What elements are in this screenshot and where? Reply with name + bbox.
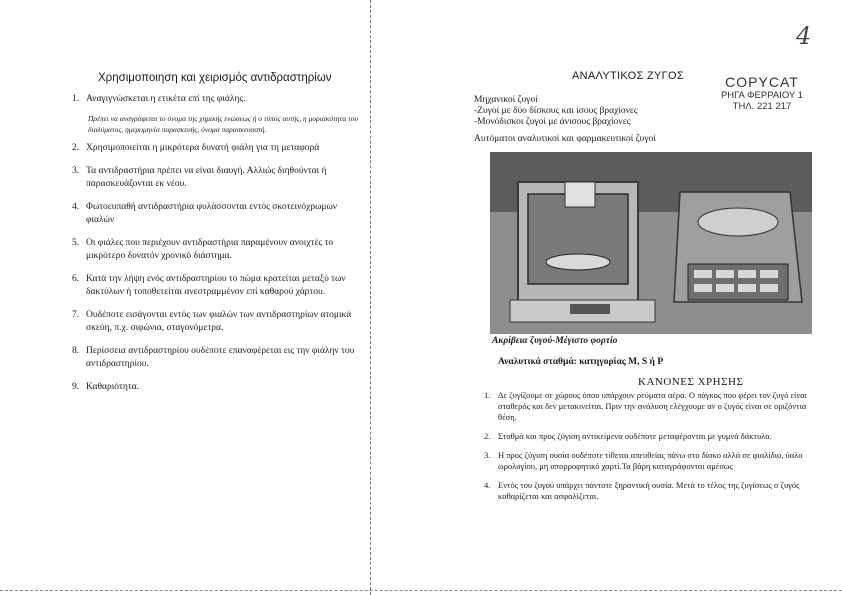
list-item	[72, 237, 364, 263]
item-text: Δε ζυγίζουμε σε χώρους όπου υπάρχουν ρεύματα αέρα. Ο πάγκος που φέρει τον ζυγό είναι σταθερός και δεν μετακινείται. Πριν την ανάλυση ελέγχουμε αν ο ζυγός είναι σε οριζόντια θέση.	[498, 390, 807, 422]
label-note: Πρέπει να αναγράφεται το όνομα της χημικής ενώσεως ή ο τύπος αυτής, η μοριακότητα του διαλύματος, ημερομηνία παρασκευής, όνομα παρασκευαστή.	[88, 114, 358, 134]
item-number: 4.	[72, 202, 80, 212]
item-text: Κατά την λήψη ενός αντιδραστηρίου το πώμα κρατείται μεταξύ των δακτύλων ή τοποθετείται ανεστραμμένον επί καθαρού χάρτου.	[86, 274, 346, 297]
item-text: Οι φιάλες που περιέχουν αντιδραστήρια παραμένουν ανοιχτές το μικρότερο δυνατόν χρονικό διάστημα.	[86, 238, 334, 261]
balance-photo	[490, 152, 812, 334]
list-item	[72, 201, 364, 227]
item-text: Χρησιμοποιείται η μικρότερα δυνατή φιάλη για τη μεταφορά	[86, 143, 320, 153]
list-item	[484, 480, 814, 502]
automatic-balances: Αυτόματοι αναλυτικοί και φαρμακευτικοί ζυγοί	[474, 134, 656, 144]
page-number: 4	[796, 22, 812, 50]
copyshop-stamp	[707, 74, 817, 112]
usage-rules-list	[484, 390, 814, 510]
photo-caption: Ακρίβεια ζυγού-Μέγιστο φορτίο	[492, 336, 618, 346]
item-number: 4.	[484, 480, 491, 490]
item-text: Η προς ζύγιση ουσία ουδέποτε τίθεται απευθείας πάνω στο δίσκο αλλά σε φιαλίδιο, ύαλο ωρολογίου, μη απορροφητικό χαρτί.Τα βάρη καταγράφονται αμέσως	[498, 450, 803, 471]
mech-item: -Ζυγοί με δύο δίσκους και ίσους βραχίονες	[474, 106, 638, 116]
list-item	[72, 142, 364, 155]
item-number: 3.	[72, 166, 80, 176]
list-item	[72, 93, 364, 106]
list-item	[484, 450, 814, 472]
item-number: 2.	[72, 143, 80, 153]
stamp-line: ΡΗΓΑ ΦΕΡΡΑΙΟΥ 1	[720, 90, 804, 101]
stamp-line: COPYCAT	[725, 74, 799, 90]
left-page-title: Χρησιμοποιηση και χειρισμός αντιδραστηρίων	[98, 72, 332, 84]
stamp-line: ΤΗΛ. 221 217	[732, 101, 792, 112]
list-item	[72, 309, 364, 335]
item-text: Φωτοευπαθή αντιδραστήρια φυλάσσονται εντός σκοτεινόχρωμων φιαλών	[86, 202, 338, 225]
list-item	[72, 381, 364, 394]
balance-photo-illustration	[490, 152, 812, 334]
mech-item: -Μονόδισκοι ζυγοί με άνισους βραχίονες	[474, 117, 631, 127]
item-number: 9.	[72, 382, 80, 392]
list-item	[484, 390, 814, 423]
mechanical-balances-block	[474, 95, 638, 128]
reagent-rules-list	[72, 93, 364, 404]
rules-title: ΚΑΝΟΝΕΣ ΧΡΗΣΗΣ	[638, 376, 744, 388]
item-number: 1.	[484, 390, 491, 400]
item-text: Καθαριότητα.	[86, 382, 140, 392]
item-number: 7.	[72, 310, 80, 320]
list-item	[72, 345, 364, 371]
item-text: Σταθμά και προς ζύγιση αντικείμενα ουδέποτε μεταφέρονται με γυμνά δάκτυλα.	[498, 431, 772, 441]
bottom-scan-edge	[0, 590, 842, 591]
list-item	[484, 431, 814, 442]
item-number: 2.	[484, 431, 491, 441]
right-page-title: ΑΝΑΛΥΤΙΚΟΣ ΖΥΓΟΣ	[572, 70, 684, 82]
item-text: Εντός του ζυγού υπάρχει πάντοτε ξηραντική ουσία. Μετά το τέλος της ζυγίσεως ο ζυγός καθαρίζεται και ασφαλίζεται.	[498, 480, 800, 501]
item-number: 5.	[72, 238, 80, 248]
weights-stations: Αναλυτικά σταθμά: κατηγορίας Μ, S ή P	[498, 357, 664, 367]
item-number: 6.	[72, 274, 80, 284]
item-text: Αναγιγνώσκεται η ετικέτα επί της φιάλης.	[86, 94, 246, 104]
list-item	[72, 165, 364, 191]
item-text: Ουδέποτε εισάγονται εντός των φιαλών των αντιδραστηρίων ατομικά σκεύη, π.χ. σιφώνια, σταγονόμετρα.	[86, 310, 352, 333]
item-text: Περίσσεια αντιδραστηρίου ουδέποτε επαναφέρεται εις την φιάλην του αντιδραστηρίου.	[86, 346, 355, 369]
mechanical-heading: Μηχανικοί ζυγοί	[474, 95, 538, 105]
item-number: 1.	[72, 94, 80, 104]
item-number: 3.	[484, 450, 491, 460]
right-page	[372, 0, 842, 595]
left-page	[0, 0, 370, 595]
list-item	[72, 273, 364, 299]
item-text: Τα αντιδραστήρια πρέπει να είναι διαυγή. Αλλιώς διηθούνται ή παρασκευάζονται εκ νέου.	[86, 166, 327, 189]
item-number: 8.	[72, 346, 80, 356]
